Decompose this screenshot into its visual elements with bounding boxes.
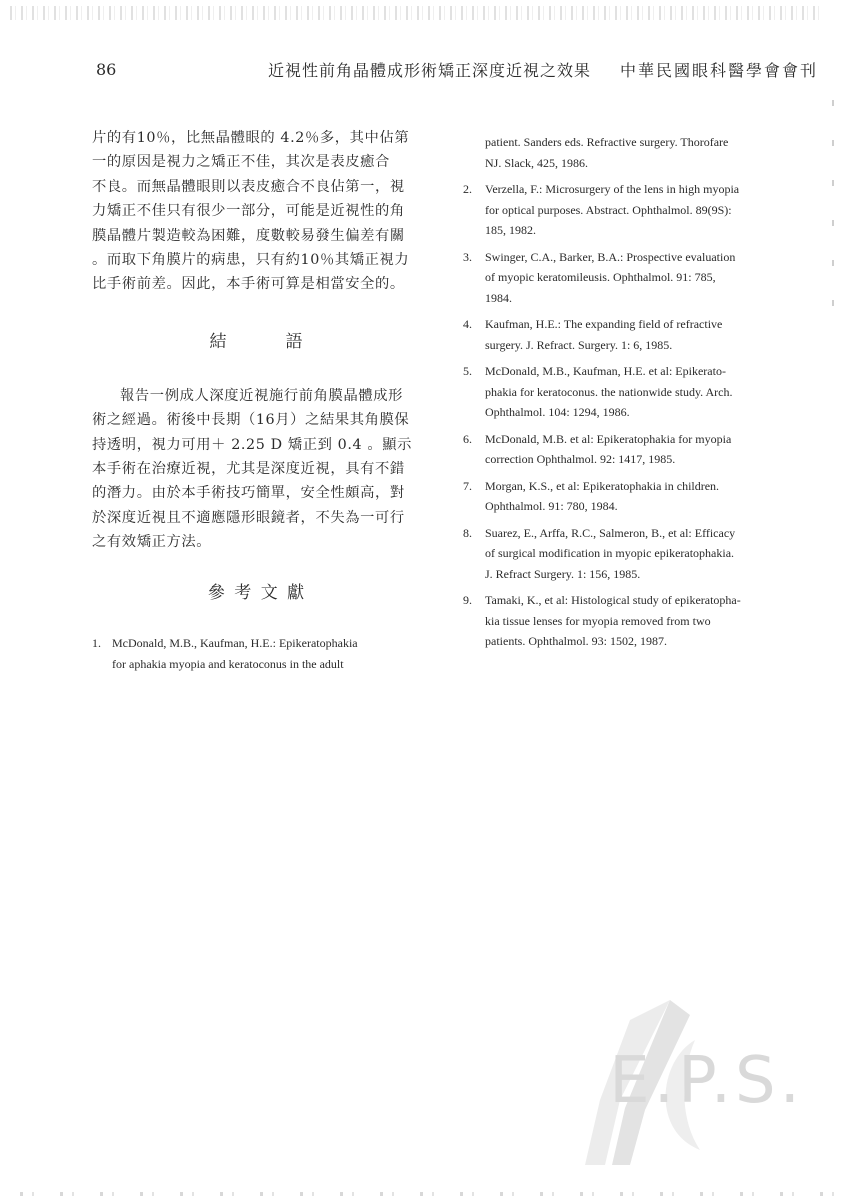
margin-scan-marks: [832, 100, 834, 320]
page-header: [0, 56, 864, 86]
reference-line: for aphakia myopia and keratoconus in the adult: [112, 656, 344, 671]
reference-item: [463, 179, 803, 241]
reference-line: McDonald, M.B. et al: Epikeratophakia for myopia: [485, 431, 732, 446]
discussion-paragraph: [92, 126, 422, 297]
conclusion-heading: 結 語: [209, 331, 305, 352]
footer-scan-noise: [20, 1192, 844, 1196]
reference-line: surgery. J. Refract. Surgery. 1: 6, 1985.: [485, 337, 673, 352]
reference-item: [463, 590, 803, 652]
reference-number: 5.: [463, 364, 472, 378]
text-line: 片的有10％，比無晶體眼的 4.2％多，其中佔第: [92, 130, 410, 146]
reference-number: 4.: [463, 317, 472, 331]
reference-list-right: [463, 179, 803, 652]
text-line: 不良。而無晶體眼則以表皮癒合不良佔第一，視: [92, 178, 405, 195]
reference-line: kia tissue lenses for myopia removed from two: [485, 613, 711, 628]
right-column: [463, 132, 803, 658]
reference-item: [463, 523, 803, 585]
reference-line: 1984.: [485, 290, 512, 305]
reference-line: patients. Ophthalmol. 93: 1502, 1987.: [485, 634, 667, 648]
text-line: 。而取下角膜片的病患，只有約10％其矯正視力: [92, 251, 410, 268]
reference-line: correction Ophthalmol. 92: 1417, 1985.: [485, 452, 676, 466]
text-line: 報告一例成人深度近視施行前角膜晶體成形: [120, 387, 404, 404]
reference-line: NJ. Slack, 425, 1986.: [485, 155, 588, 170]
text-line: 力矯正不佳只有很少一部分，可能是近視性的角: [92, 203, 405, 220]
reference-line: McDonald, M.B., Kaufman, H.E. et al: Epikerato-: [485, 364, 726, 378]
text-line: 本手術在治療近視，尤其是深度近視，具有不錯: [92, 460, 405, 477]
reference-item: [463, 247, 803, 309]
eps-watermark: [560, 980, 840, 1170]
text-line: 持透明，視力可用＋ 2.25 D 矯正到 0.4 。顯示: [92, 436, 413, 453]
text-line: 一的原因是視力之矯正不佳，其次是表皮癒合: [92, 154, 390, 171]
scan-edge-noise: [10, 6, 824, 20]
reference-item: [463, 476, 803, 517]
reference-number: 8.: [463, 525, 472, 540]
reference-line: Swinger, C.A., Barker, B.A.: Prospective evaluation: [485, 249, 736, 264]
text-line: 膜晶體片製造較為困難，度數較易發生偏差有關: [92, 227, 405, 244]
reference-line: phakia for keratoconus. the nationwide study. Arch.: [485, 384, 733, 399]
reference-line: J. Refract Surgery. 1: 156, 1985.: [485, 566, 641, 581]
text-line: 術之經過。術後中長期（16月）之結果其角膜保: [92, 412, 410, 429]
reference-list-left: [92, 633, 422, 674]
running-title: 近視性前角晶體成形術矯正深度近視之效果: [268, 61, 592, 80]
text-line: 的潛力。由於本手術技巧簡單，安全性頗高，對: [92, 485, 405, 502]
reference-line: Ophthalmol. 104: 1294, 1986.: [485, 405, 630, 419]
text-line: 比手術前差。因此，本手術可算是相當安全的。: [92, 276, 405, 293]
reference-number: 2.: [463, 182, 472, 196]
journal-name: 中華民國眼科醫學會會刊: [620, 61, 819, 80]
reference-line: patient. Sanders eds. Refractive surgery. Thorofare: [485, 135, 729, 149]
reference-line: 185, 1982.: [485, 223, 536, 237]
conclusion-paragraph: [92, 384, 422, 555]
left-column: [92, 126, 422, 680]
watermark-text: E.P.S.: [609, 1044, 804, 1118]
reference-number: 9.: [463, 593, 472, 607]
reference-line: of surgical modification in myopic epikeratophakia.: [485, 546, 735, 560]
reference-line: of myopic keratomileusis. Ophthalmol. 91: 785,: [485, 270, 716, 284]
reference-line: Ophthalmol. 91: 780, 1984.: [485, 499, 618, 513]
reference-number: 1.: [92, 636, 101, 651]
reference-line: Suarez, E., Arffa, R.C., Salmeron, B., et al: Efficacy: [485, 525, 736, 540]
page-number: 86: [96, 60, 117, 79]
text-line: 之有效矯正方法。: [92, 534, 212, 551]
reference-line: McDonald, M.B., Kaufman, H.E.: Epikeratophakia: [112, 636, 358, 651]
reference-number: 7.: [463, 478, 472, 493]
reference-number: 6.: [463, 431, 472, 446]
text-line: 於深度近視且不適應隱形眼鏡者，不失為一可行: [92, 509, 405, 526]
reference-line: Verzella, F.: Microsurgery of the lens in high myopia: [485, 182, 740, 196]
reference-line: Morgan, K.S., et al: Epikeratophakia in children.: [485, 478, 720, 493]
reference-line: Kaufman, H.E.: The expanding field of refractive: [485, 317, 723, 331]
reference-number: 3.: [463, 249, 472, 264]
reference-item: [92, 633, 422, 674]
references-heading: 參 考 文 獻: [207, 583, 307, 604]
reference-line: for optical purposes. Abstract. Ophthalmol. 89(9S):: [485, 202, 732, 217]
reference-line: Tamaki, K., et al: Histological study of epikeratopha-: [485, 593, 741, 607]
reference-item: [463, 361, 803, 423]
reference-continuation: [463, 132, 803, 173]
reference-item: [463, 314, 803, 355]
reference-item: [463, 429, 803, 470]
